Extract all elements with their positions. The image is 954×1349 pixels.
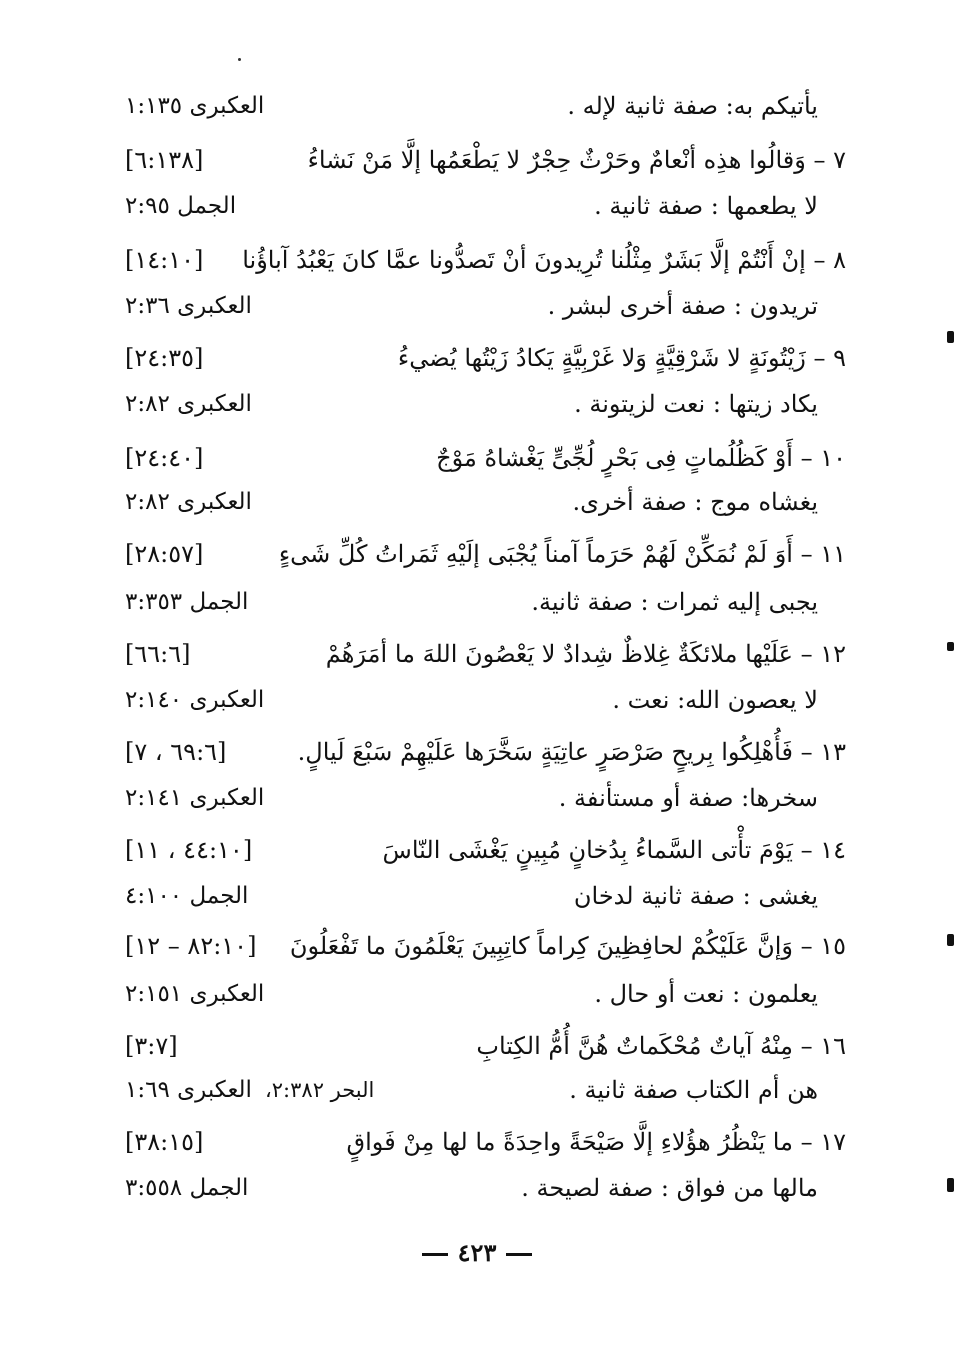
source-citation: البحر ٢:٣٨٢، xyxy=(265,1078,375,1102)
source-citation: العكبرى ٢:١٤٠ xyxy=(125,687,265,713)
stray-dot xyxy=(238,58,241,61)
source-citation: الجمل ٣:٥٥٨ xyxy=(125,1175,249,1201)
source-citation: العكبرى ٢:٨٢ xyxy=(125,391,252,417)
page-number-footer xyxy=(0,1233,954,1273)
commentary-line xyxy=(125,478,846,526)
commentary-text: يغشى : صفة ثانية لدخان xyxy=(573,882,818,910)
page-number: ٤٢٣ xyxy=(457,1238,497,1267)
commentary-line xyxy=(125,578,846,626)
commentary-line xyxy=(125,872,846,920)
verse-line xyxy=(125,826,846,874)
verse-reference: [٦:١٣٨] xyxy=(125,146,204,174)
verse-line xyxy=(125,1022,846,1070)
verse-line xyxy=(125,136,846,184)
commentary-text: يأتيكم به: صفة ثانية لإله . xyxy=(567,92,818,120)
left-dash xyxy=(506,1253,532,1256)
source-citation: العكبرى ١:٦٩ xyxy=(125,1077,252,1103)
source-citation: العكبرى ٢:٨٢ xyxy=(125,489,252,515)
verse-text: ١٣ – فَأُهْلِكُوا بِريحٍ صَرْصَرٍ عاتِيَةٍ سَخَّرَها عَلَيْهِمْ سَبْعَ لَيالٍ. xyxy=(297,738,846,766)
verse-line xyxy=(125,1118,846,1166)
commentary-text: تريدون : صفة أخرى لبشر . xyxy=(547,292,818,320)
verse-reference: [٨٢:١٠ – ١٢] xyxy=(125,932,257,960)
commentary-line xyxy=(125,282,846,330)
commentary-text: لا يعصون الله: نعت . xyxy=(612,686,818,714)
verse-text: ١١ – أَوَ لَمْ نُمَكِّنْ لَهُمْ حَرَماً آمناً يُجْبَى إلَيْهِ ثَمَراتُ كُلِّ شَىءٍ xyxy=(278,540,846,568)
commentary-text: يغشاه موج : صفة أخرى. xyxy=(572,488,818,516)
verse-line xyxy=(125,236,846,284)
source-citation: العكبرى ٢:١٥١ xyxy=(125,981,265,1007)
commentary-line xyxy=(125,1164,846,1212)
margin-mark xyxy=(947,642,954,651)
source-citation: الجمل ٣:٣٥٣ xyxy=(125,589,249,615)
verse-line xyxy=(125,334,846,382)
verse-text: ١٧ – ما يَنْظُرُ هؤُلاءِ إلَّا صَيْحَةً واحِدَةً ما لها مِنْ فَواقٍ xyxy=(346,1128,846,1156)
commentary-text: يعلمون : نعت أو حال . xyxy=(594,980,818,1008)
source-citation: العكبرى ٢:٣٦ xyxy=(125,293,252,319)
source-citation: العكبرى ١:١٣٥ xyxy=(125,93,265,119)
commentary-text: هن أم الكتاب صفة ثانية . xyxy=(569,1076,818,1104)
verse-line xyxy=(125,922,846,970)
verse-reference: [٣:٧] xyxy=(125,1032,178,1060)
margin-mark xyxy=(947,934,954,946)
commentary-line xyxy=(125,774,846,822)
verse-line xyxy=(125,434,846,482)
verse-reference: [٦٦:٦] xyxy=(125,640,191,668)
commentary-text: مالها من فواق : صفة لصيحة . xyxy=(521,1174,818,1202)
source-citation: الجمل ٤:١٠٠ xyxy=(125,883,249,909)
commentary-line xyxy=(125,380,846,428)
verse-reference: [٢٨:٥٧] xyxy=(125,540,204,568)
verse-line xyxy=(125,630,846,678)
commentary-text: يكاد زيتها : نعت لزيتونة . xyxy=(574,390,818,418)
verse-reference: [٢٤:٣٥] xyxy=(125,344,204,372)
verse-text: ١٢ – عَلَيْها ملائكَةٌ غِلاظٌ شِدادٌ لا يَعْصُونَ اللهَ ما أمَرَهُمْ xyxy=(325,640,846,668)
commentary-line xyxy=(125,82,846,130)
commentary-text: سخرها: صفة أو مستأنفة . xyxy=(558,784,818,812)
commentary-line xyxy=(125,970,846,1018)
margin-mark xyxy=(947,1178,954,1192)
source-citation: الجمل ٢:٩٥ xyxy=(125,193,237,219)
verse-reference: [٦٩:٦ ، ٧] xyxy=(125,738,227,766)
verse-reference: [٤٤:١٠ ، ١١] xyxy=(125,836,253,864)
verse-line xyxy=(125,728,846,776)
commentary-line xyxy=(125,182,846,230)
verse-text: ١٠ – أَوْ كَظُلُماتٍ فِى بَحْرٍ لُجِّىٍّ يَغْشاهُ مَوْجٌ xyxy=(436,444,846,472)
commentary-text: يجبى إليه ثمرات : صفة ثانية. xyxy=(531,588,818,616)
commentary-line xyxy=(125,676,846,724)
commentary-line xyxy=(125,1066,846,1114)
verse-text: ١٦ – مِنْهُ آياتٌ مُحْكَماتٌ هُنَّ أُمُّ الكِتابِ xyxy=(476,1032,846,1060)
commentary-text: لا يطعمها : صفة ثانية . xyxy=(594,192,818,220)
verse-text: ١٥ – وَإنَّ عَلَيْكُمْ لحافِظِينَ كِراماً كاتِبِينَ يَعْلَمُونَ ما تَفْعَلُونَ xyxy=(289,932,846,960)
right-dash xyxy=(422,1253,448,1256)
verse-text: ٧ – وَقالُوا هذِه أنْعامٌ وحَرْثٌ حِجْرٌ لا يَطْعَمُها إلَّا مَنْ نَشاءُ xyxy=(307,146,846,174)
verse-reference: [١٤:١٠] xyxy=(125,246,204,274)
verse-text: ٨ – إنْ أَنْتُمْ إلَّا بَشَرٌ مِثْلُنا تُرِيدونَ أنْ تَصدُّونا عمَّا كانَ يَعْبُدُ آباؤُنا xyxy=(242,246,846,274)
verse-line xyxy=(125,530,846,578)
verse-reference: [٢٤:٤٠] xyxy=(125,444,204,472)
verse-text: ١٤ – يَوْمَ تأْتى السَّماءُ بِدُخانٍ مُبِينٍ يَغْشَى النّاسَ xyxy=(382,836,846,864)
verse-reference: [٣٨:١٥] xyxy=(125,1128,204,1156)
source-citation: العكبرى ٢:١٤١ xyxy=(125,785,265,811)
margin-mark xyxy=(947,331,954,343)
verse-text: ٩ – زَيْتُونَةٍ لا شَرْقِيَّةٍ وَلا غَرْبِيَّةٍ يَكادُ زَيْتُها يُضيءُ xyxy=(397,344,846,372)
